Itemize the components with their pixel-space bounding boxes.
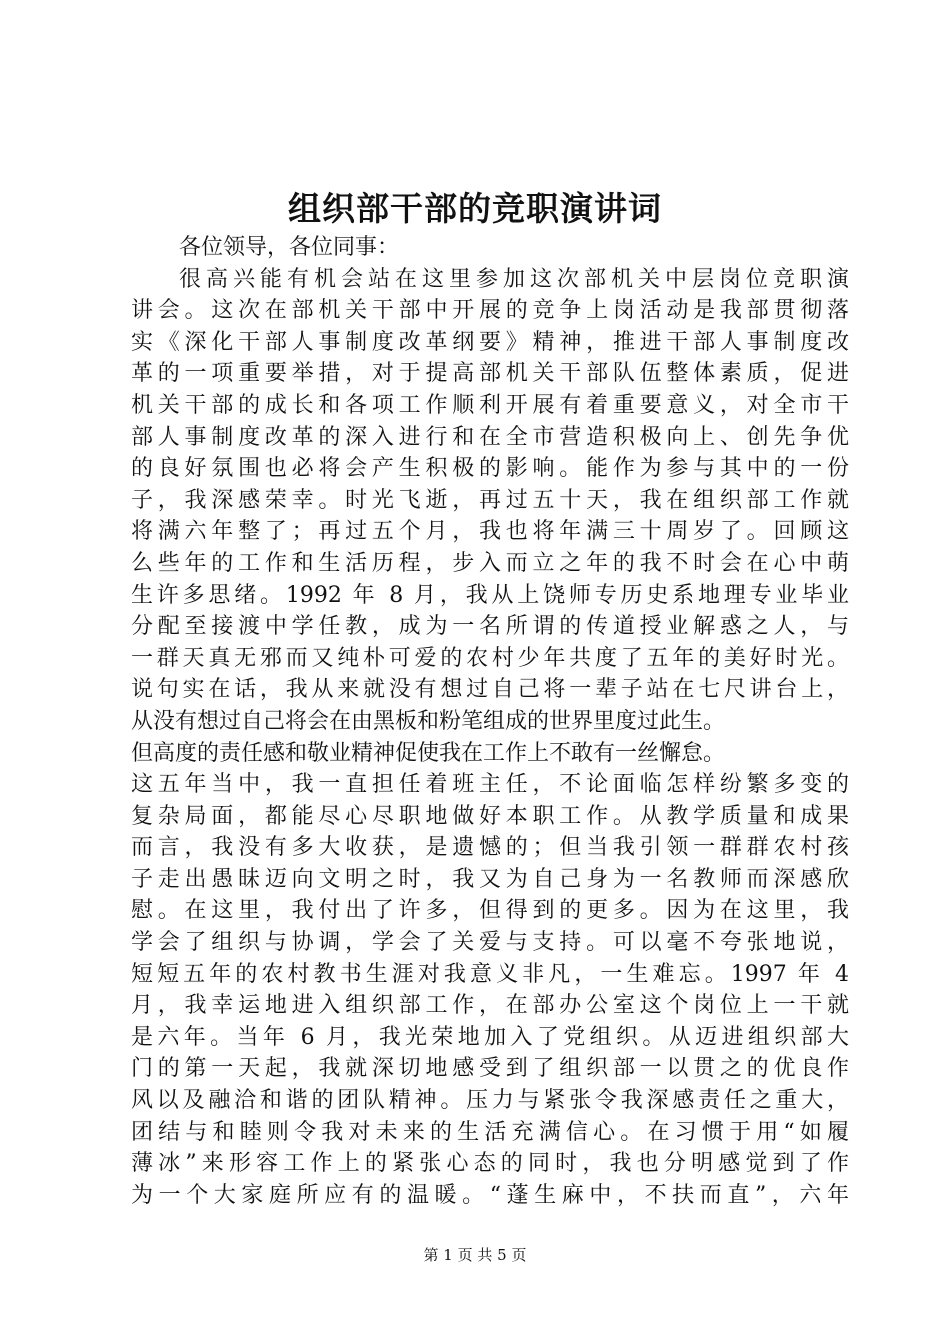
body-line: 学会了组织与协调，学会了关爱与支持。可以毫不夸张地说， [131, 930, 849, 956]
salutation-line: 各位领导，各位同事： [179, 235, 400, 260]
body-line: 是六年。当年 6 月，我光荣地加入了党组织。从迈进组织部大 [131, 1024, 849, 1050]
body-line: 分配至接渡中学任教，成为一名所谓的传道授业解惑之人，与 [131, 614, 849, 640]
body-line: 一群天真无邪而又纯朴可爱的农村少年共度了五年的美好时光。 [131, 645, 849, 671]
body-line: 子，我深感荣幸。时光飞逝，再过五十天，我在组织部工作就 [131, 487, 849, 513]
body-line: 慰。在这里，我付出了许多，但得到的更多。因为在这里，我 [131, 898, 849, 924]
body-line: 这五年当中，我一直担任着班主任，不论面临怎样纷繁多变的 [131, 772, 849, 798]
page-footer: 第 1 页 共 5 页 [423, 1246, 527, 1264]
body-line: 么些年的工作和生活历程，步入而立之年的我不时会在心中萌 [131, 550, 849, 576]
body-line: 团结与和睦则令我对未来的生活充满信心。在习惯于用“如履 [131, 1119, 849, 1145]
body-line: 讲会。这次在部机关干部中开展的竞争上岗活动是我部贯彻落 [131, 298, 849, 324]
body-line: 短短五年的农村教书生涯对我意义非凡，一生难忘。1997 年 4 [131, 961, 849, 987]
body-line: 月，我幸运地进入组织部工作，在部办公室这个岗位上一干就 [131, 993, 849, 1019]
body-line: 说句实在话，我从来就没有想过自己将一辈子站在七尺讲台上， [131, 677, 849, 703]
body-line: 但高度的责任感和敬业精神促使我在工作上不敢有一丝懈怠。 [131, 740, 726, 766]
body-line: 复杂局面，都能尽心尽职地做好本职工作。从教学质量和成果 [131, 803, 849, 829]
body-line: 为一个大家庭所应有的温暖。“蓬生麻中，不扶而直”，六年 [131, 1182, 849, 1208]
body-line: 薄冰”来形容工作上的紧张心态的同时，我也分明感觉到了作 [131, 1151, 849, 1177]
body-line: 很高兴能有机会站在这里参加这次部机关中层岗位竞职演 [179, 266, 849, 292]
body-line: 子走出愚昧迈向文明之时，我又为自己身为一名教师而深感欣 [131, 866, 849, 892]
document-title: 组织部干部的竞职演讲词 [288, 189, 662, 228]
document-body [131, 232, 849, 1211]
body-line: 的良好氛围也必将会产生积极的影响。能作为参与其中的一份 [131, 456, 849, 482]
body-line: 风以及融洽和谐的团队精神。压力与紧张令我深感责任之重大， [131, 1088, 849, 1114]
body-line: 而言，我没有多大收获，是遗憾的；但当我引领一群群农村孩 [131, 835, 849, 861]
body-line: 门的第一天起，我就深切地感受到了组织部一以贯之的优良作 [131, 1056, 849, 1082]
body-line: 从没有想过自己将会在由黑板和粉笔组成的世界里度过此生。 [131, 708, 726, 734]
body-line: 实《深化干部人事制度改革纲要》精神，推进干部人事制度改 [131, 329, 849, 355]
body-line: 革的一项重要举措，对于提高部机关干部队伍整体素质，促进 [131, 361, 849, 387]
body-line: 将满六年整了；再过五个月，我也将年满三十周岁了。回顾这 [131, 519, 849, 545]
body-line: 生许多思绪。1992 年 8 月，我从上饶师专历史系地理专业毕业 [131, 582, 849, 608]
body-line: 部人事制度改革的深入进行和在全市营造积极向上、创先争优 [131, 424, 849, 450]
body-line: 机关干部的成长和各项工作顺利开展有着重要意义，对全市干 [131, 392, 849, 418]
